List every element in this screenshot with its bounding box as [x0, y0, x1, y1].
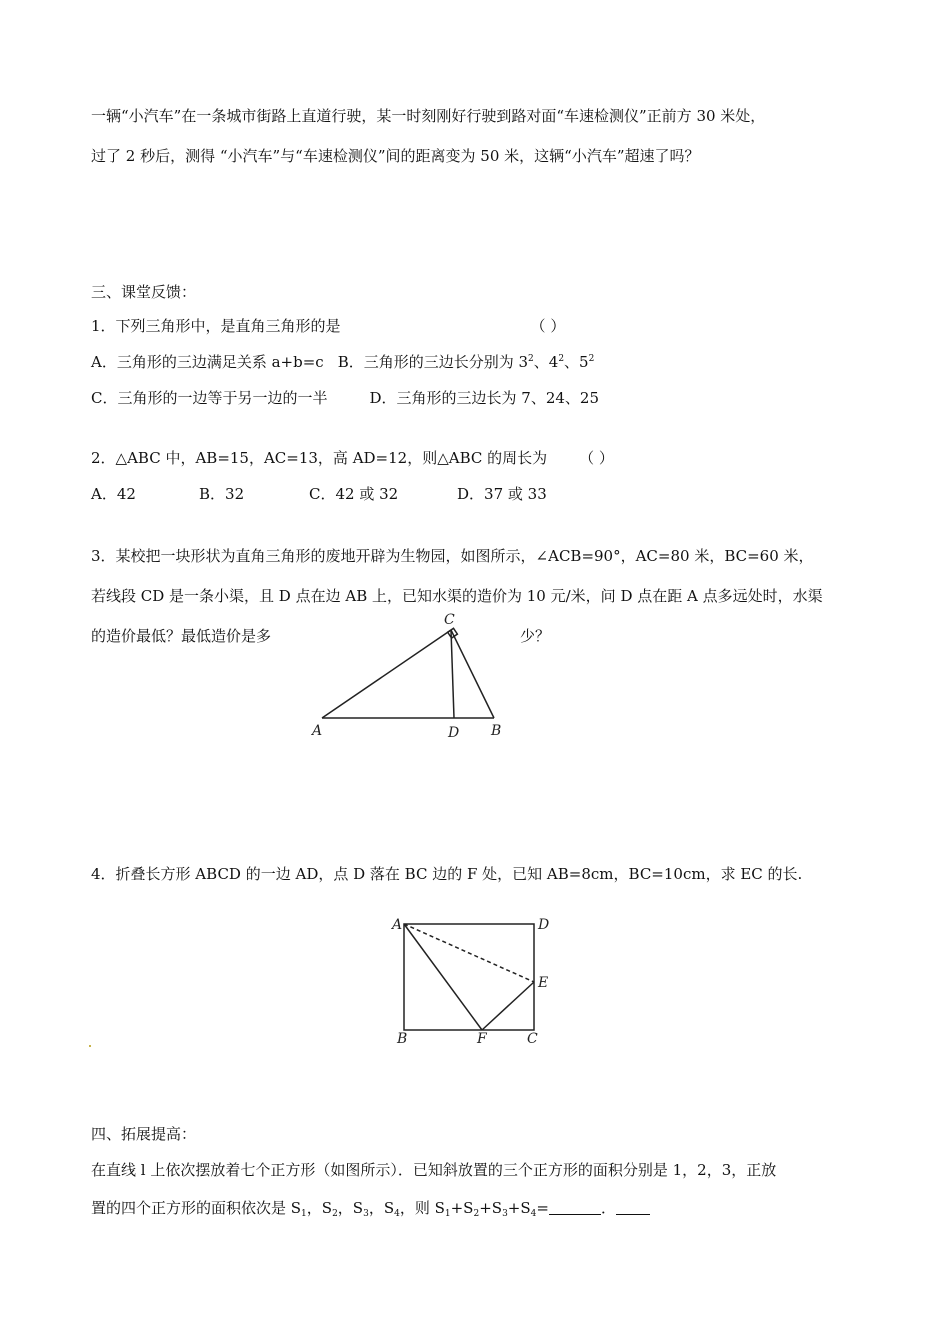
q2-stem: 2．△ABC 中，AB=15，AC=13，高 AD=12，则△ABC 的周长为 （ ） — [91, 449, 614, 467]
q3-line-2: 若线段 CD 是一条小渠，且 D 点在边 AB 上，已知水渠的造价为 10 元/米，问 D 点在距 A 点多远处时，水渠 — [91, 587, 823, 605]
q1-stem: 1．下列三角形中，是直角三角形的是 （ ） — [91, 317, 566, 335]
answer-blank[interactable] — [549, 1200, 601, 1215]
q2-answer-paren: （ ） — [579, 449, 614, 467]
q2-option-d: D．37 或 33 — [457, 485, 547, 503]
segment-ac — [322, 630, 451, 718]
segment-af — [404, 924, 482, 1030]
q1-options-cd — [91, 388, 599, 408]
q2-option-b: B．32 — [199, 485, 245, 503]
q1-option-d: D．三角形的三边长为 7、24、25 — [369, 389, 599, 407]
label-c: C — [527, 1031, 538, 1047]
section-4-line-1: 在直线 l 上依次摆放着七个正方形（如图所示）．已知斜放置的三个正方形的面积分别是 1，2，3，正放 — [91, 1161, 777, 1179]
segment-bc — [451, 630, 494, 718]
label-b: B — [491, 723, 502, 739]
q2-option-a: A．42 — [91, 485, 136, 503]
intro-line-1: 一辆“小汽车”在一条城市街路上直道行驶，某一时刻刚好行驶到路对面“车速检测仪”正前方 30 米处， — [91, 107, 766, 125]
rectangle-abcd — [404, 924, 534, 1030]
q1-answer-paren: （ ） — [530, 317, 566, 335]
q1-options-ab — [91, 352, 594, 372]
segment-cd — [451, 630, 454, 718]
label-d: D — [448, 725, 460, 741]
section-3-title: 三、课堂反馈： — [91, 283, 197, 301]
q1-option-b: B．三角形的三边长分别为 $3^2$、$4^2$、$5^2$ — [337, 353, 595, 371]
label-a: A — [312, 723, 323, 739]
label-c: C — [444, 612, 455, 628]
section-4-line-2: 置的四个正方形的面积依次是 $S_1$，$S_2$，$S_3$，$S_4$，则 $S_1+S_2+S_3+S_4=$ ． — [91, 1198, 650, 1218]
label-f: F — [477, 1031, 487, 1047]
q2-options — [91, 484, 547, 504]
q1-option-a: A．三角形的三边满足关系 a+b=c — [91, 353, 324, 371]
q3-line-1: 3．某校把一块形状为直角三角形的废地开辟为生物园，如图所示，∠ACB=90°，AC=80 米，BC=60 米， — [91, 547, 814, 565]
section-4-title: 四、拓展提高： — [91, 1125, 197, 1143]
label-d: D — [538, 917, 550, 933]
q2-option-c: C．42 或 32 — [309, 485, 399, 503]
stray-dot — [89, 1045, 91, 1047]
q1-option-c: C．三角形的一边等于另一边的一半 — [91, 389, 328, 407]
q4-stem: 4．折叠长方形 ABCD 的一边 AD，点 D 落在 BC 边的 F 处，已知 AB=8cm，BC=10cm，求 EC 的长. — [91, 865, 803, 883]
label-e: E — [538, 975, 549, 991]
q4-rectangle-figure — [386, 908, 556, 1048]
q3-line-3-right: 少？ — [520, 627, 551, 645]
segment-fe — [482, 982, 534, 1030]
segment-ae-dashed — [404, 924, 534, 982]
q3-line-3-left: 的造价最低？最低造价是多 — [91, 627, 272, 645]
label-a: A — [392, 917, 403, 933]
q3-triangle-figure — [300, 608, 520, 740]
intro-line-2: 过了 2 秒后，测得 “小汽车”与“车速检测仪”间的距离变为 50 米，这辆“小汽车”超速了吗？ — [91, 147, 700, 165]
label-b: B — [397, 1031, 408, 1047]
answer-blank-2[interactable] — [616, 1200, 650, 1215]
